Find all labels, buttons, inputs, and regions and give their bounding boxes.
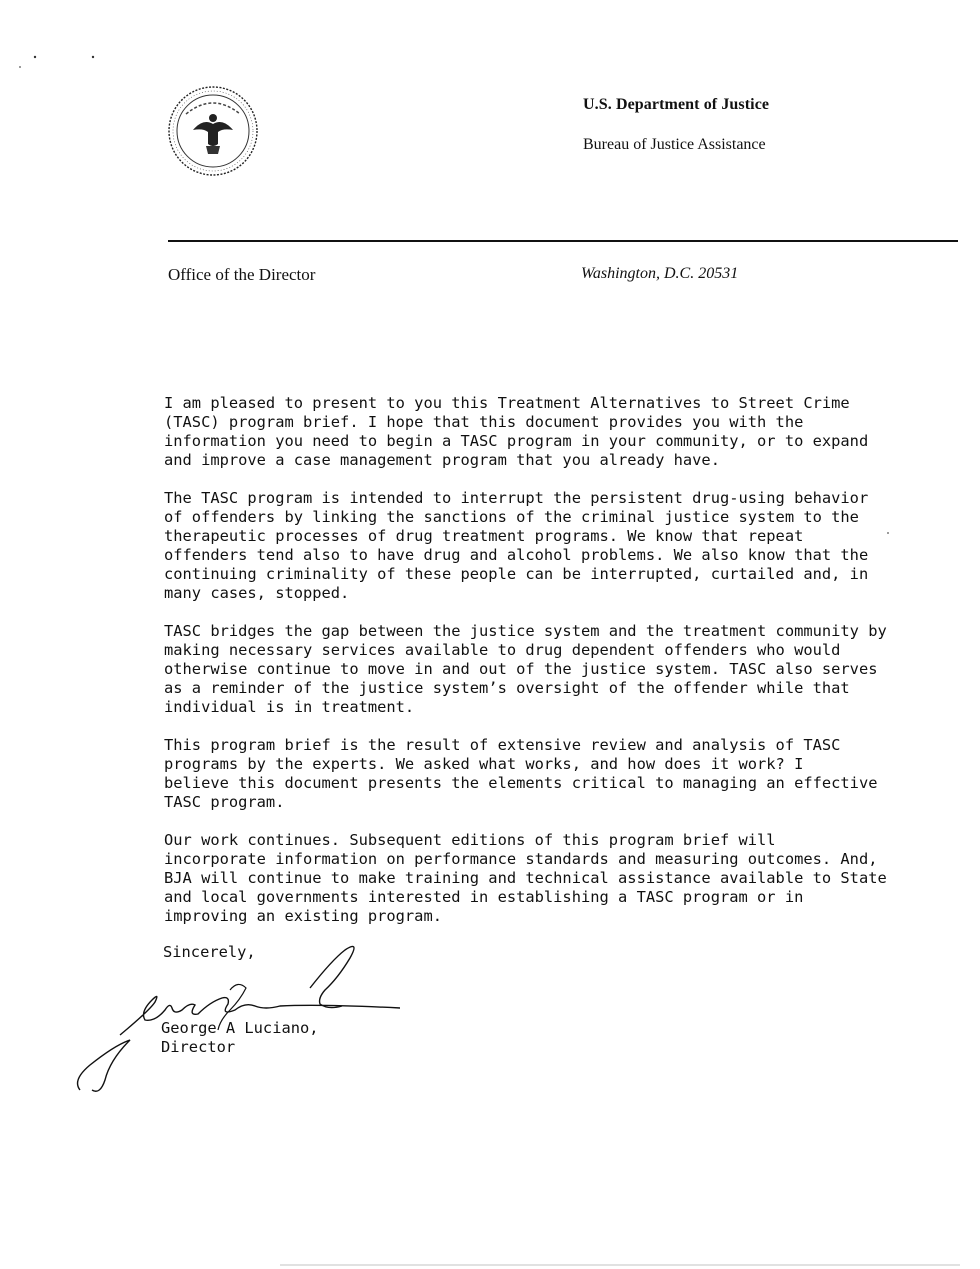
paragraph: The TASC program is intended to interrupt the persistent drug-using behavior of offenders by linking the sanctions of the criminal justice system to the therapeutic processes of drug treatment programs. We know that repeat offenders tend also to have drug and alcohol problems. We also know that the continuing criminality of these people can be interrupted, curtailed and, in many cases, stopped. <box>164 489 869 602</box>
header-divider <box>168 240 958 242</box>
location-line: Washington, D.C. 20531 <box>581 265 739 282</box>
paragraph: I am pleased to present to you this Treatment Alternatives to Street Crime (TASC) program brief. I hope that this document provides you with the information you need to begin a TASC program in your community, or to expand and improve a case management program that you already have. <box>164 394 869 469</box>
paragraph: Our work continues. Subsequent editions of this program brief will incorporate information on performance standards and measuring outcomes. And, BJA will continue to make training and technical assistance available to State and local governments interested in establishing a TASC program or in improving an existing program. <box>164 831 887 925</box>
office-line: Office of the Director <box>168 265 316 284</box>
letterhead <box>583 96 769 154</box>
doj-seal-icon <box>166 84 260 178</box>
letter-body <box>164 394 964 945</box>
closing: Sincerely, <box>163 943 256 961</box>
paragraph: TASC bridges the gap between the justice system and the treatment community by making necessary services available to drug dependent offenders who would otherwise continue to move in and out of the justice system. TASC also serves as a reminder of the justice system’s oversight of the offender while that individual is in treatment. <box>164 622 887 716</box>
paragraph: This program brief is the result of extensive review and analysis of TASC programs by the experts. We asked what works, and how does it work? I believe this document presents the elements critical to managing an effective TASC program. <box>164 736 878 811</box>
department-name: U.S. Department of Justice <box>583 96 770 113</box>
signer-name: George A Luciano, <box>161 1019 319 1037</box>
signer-title: Director <box>161 1038 236 1056</box>
bureau-name: Bureau of Justice Assistance <box>583 136 766 153</box>
